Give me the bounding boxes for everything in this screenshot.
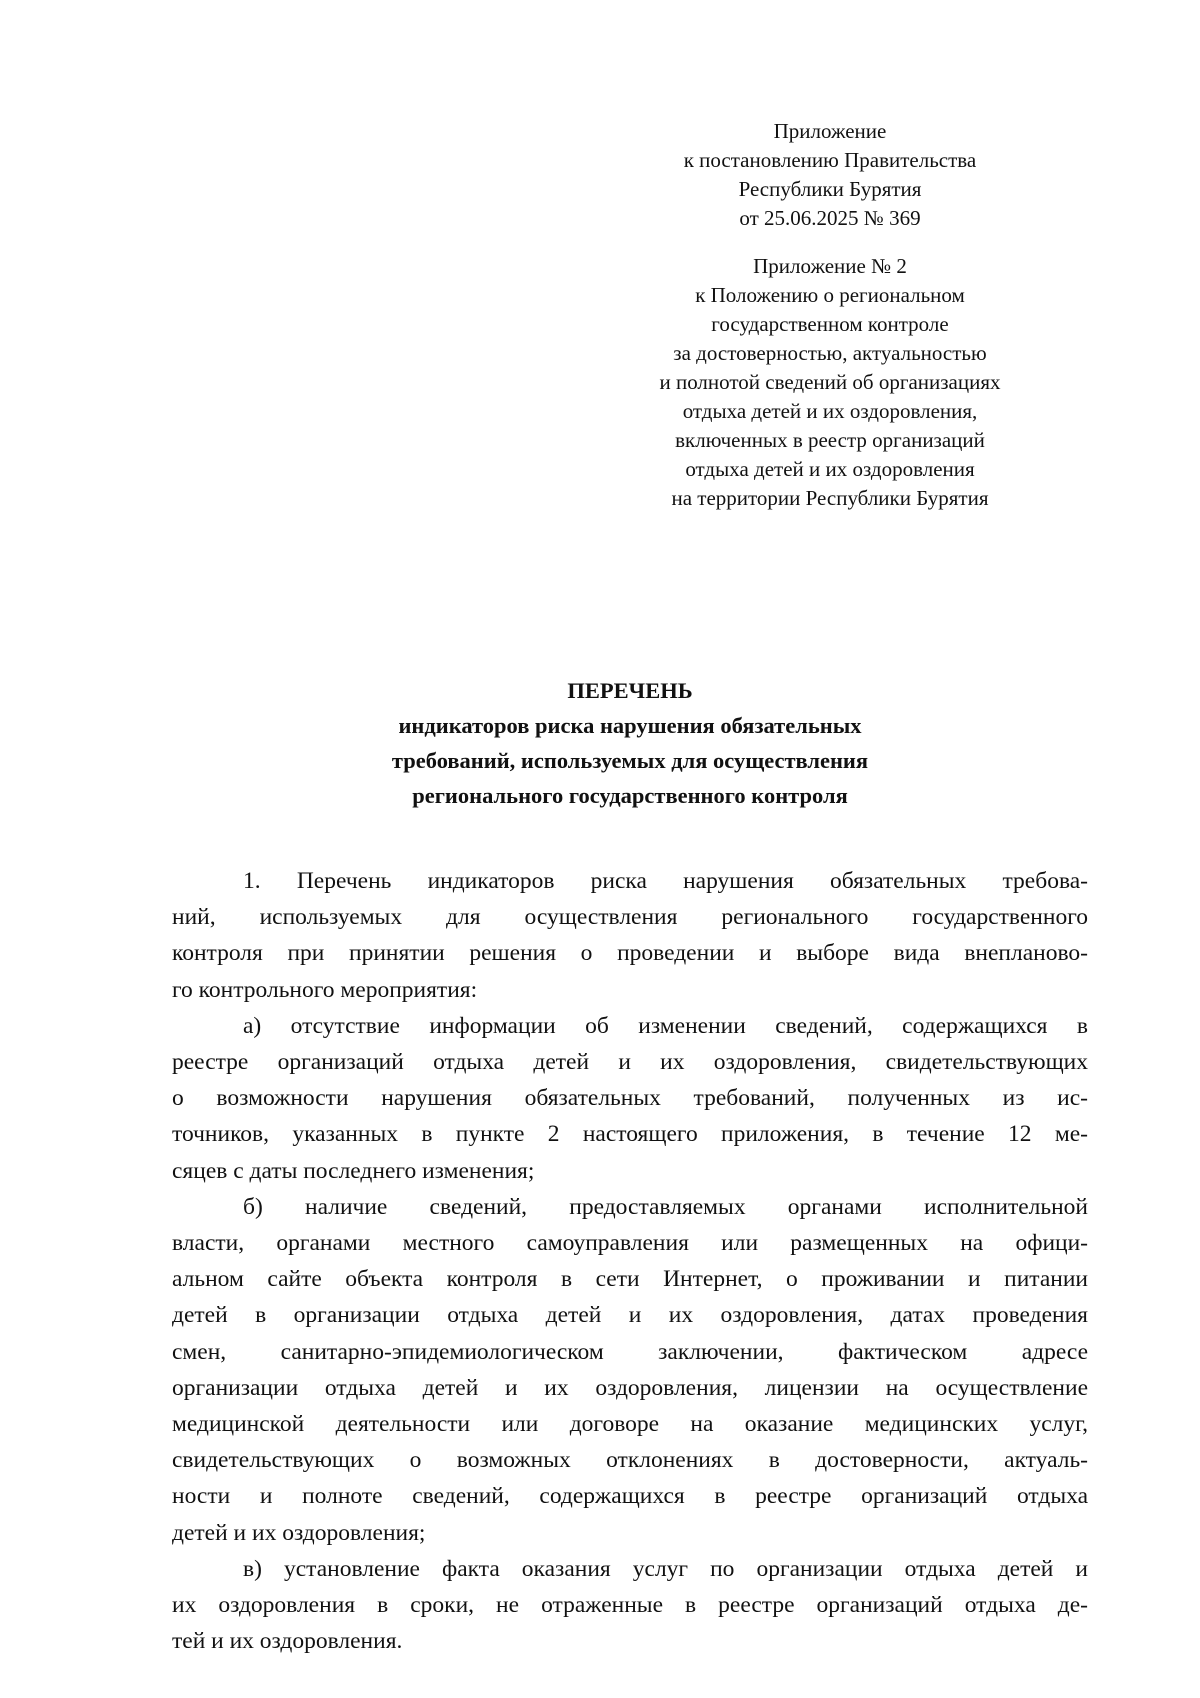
paragraph-line: б) наличие сведений, предоставляемых органами исполнительной	[243, 1193, 1088, 1220]
document-body	[172, 863, 1088, 1659]
appendix-2-header	[640, 252, 1020, 513]
paragraph-line: организации отдыха детей и их оздоровления, лицензии на осуществление	[172, 1374, 1088, 1401]
appendix-2-header-line: Приложение № 2	[753, 254, 907, 278]
paragraph-line: смен, санитарно-эпидемиологическом заключении, фактическом адресе	[172, 1338, 1088, 1365]
paragraph-line: свидетельствующих о возможных отклонениях в достоверности, актуаль-	[172, 1447, 1088, 1474]
title-line: ПЕРЕЧЕНЬ	[567, 678, 693, 703]
paragraph-line: точников, указанных в пункте 2 настоящего приложения, в течение 12 ме-	[172, 1121, 1088, 1148]
title-line: регионального государственного контроля	[412, 783, 848, 808]
appendix-header-line: от 25.06.2025 № 369	[739, 206, 921, 230]
paragraph-line: в) установление факта оказания услуг по организации отдыха детей и	[243, 1555, 1088, 1582]
appendix-2-header-line: за достоверностью, актуальностью	[673, 341, 987, 365]
paragraph-line: детей в организации отдыха детей и их оздоровления, датах проведения	[172, 1302, 1088, 1329]
paragraph-line: их оздоровления в сроки, не отраженные в реестре организаций отдыха де-	[172, 1592, 1088, 1619]
appendix-2-header-line: включенных в реестр организаций	[675, 428, 985, 452]
paragraph-v	[172, 1551, 1088, 1660]
document-title	[172, 673, 1088, 813]
paragraph-line: власти, органами местного самоуправления или размещенных на офици-	[172, 1230, 1088, 1257]
title-line: индикаторов риска нарушения обязательных	[398, 713, 862, 738]
appendix-header-line: Приложение	[773, 119, 887, 143]
paragraph-line: сяцев с даты последнего изменения;	[172, 1157, 535, 1184]
paragraph-line: ний, используемых для осуществления регионального государственного	[172, 904, 1088, 931]
appendix-2-header-line: к Положению о региональном	[695, 283, 965, 307]
paragraph-line: 1. Перечень индикаторов риска нарушения обязательных требова-	[243, 868, 1088, 894]
appendix-2-header-line: отдыха детей и их оздоровления	[685, 457, 975, 481]
title-line: требований, используемых для осуществления	[391, 748, 869, 773]
paragraph-b	[172, 1189, 1088, 1551]
appendix-2-header-line: отдыха детей и их оздоровления,	[682, 399, 978, 423]
paragraph-line: альном сайте объекта контроля в сети Интернет, о проживании и питании	[172, 1266, 1088, 1293]
paragraph-line: контроля при принятии решения о проведении и выборе вида внепланово-	[172, 940, 1088, 967]
appendix-header-line: к постановлению Правительства	[683, 148, 977, 172]
appendix-2-header-line: на территории Республики Бурятия	[671, 486, 989, 510]
paragraph-line: тей и их оздоровления.	[172, 1628, 403, 1655]
paragraph-line: детей и их оздоровления;	[172, 1519, 426, 1546]
paragraph-a	[172, 1008, 1088, 1189]
paragraph-line: реестре организаций отдыха детей и их оздоровления, свидетельствующих	[172, 1049, 1088, 1076]
appendix-2-header-line: государственном контроле	[711, 312, 949, 336]
paragraph-1	[172, 863, 1088, 1008]
paragraph-line: а) отсутствие информации об изменении сведений, содержащихся в	[243, 1012, 1088, 1039]
paragraph-line: го контрольного мероприятия:	[172, 976, 478, 1003]
appendix-header	[640, 117, 1020, 233]
appendix-header-line: Республики Бурятия	[738, 177, 922, 201]
paragraph-line: о возможности нарушения обязательных требований, полученных из ис-	[172, 1085, 1088, 1112]
paragraph-line: медицинской деятельности или договоре на оказание медицинских услуг,	[172, 1411, 1088, 1438]
paragraph-line: ности и полноте сведений, содержащихся в реестре организаций отдыха	[172, 1483, 1088, 1510]
appendix-2-header-line: и полнотой сведений об организациях	[659, 370, 1001, 394]
